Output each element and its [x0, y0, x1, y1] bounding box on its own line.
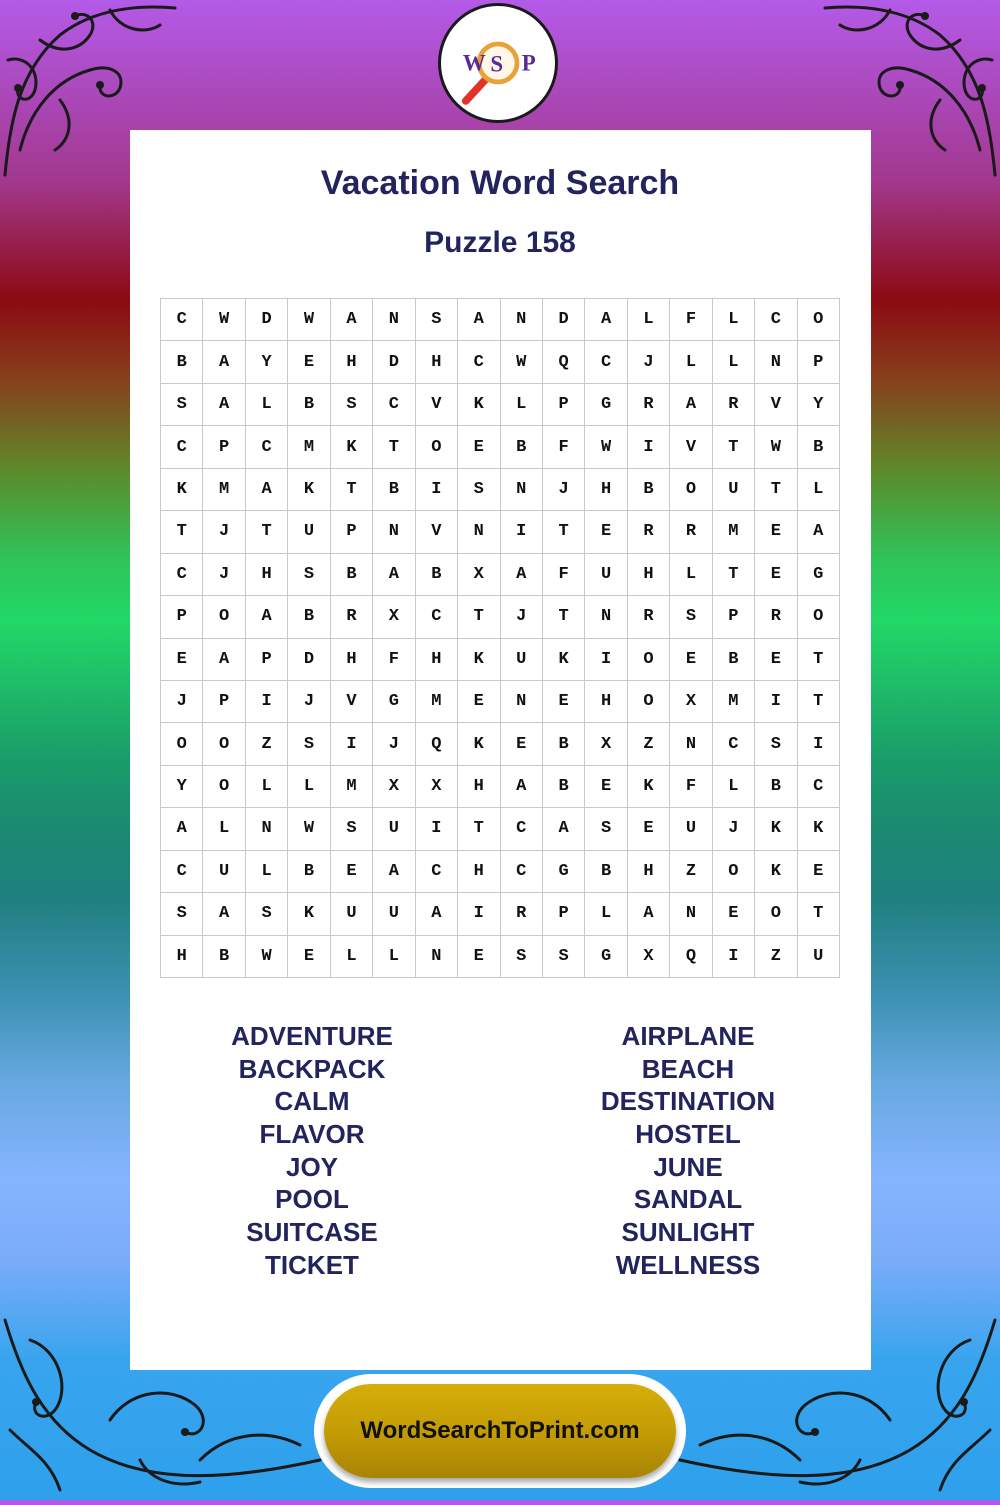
grid-cell[interactable]: A [543, 808, 585, 850]
grid-cell[interactable]: L [670, 341, 712, 383]
grid-cell[interactable]: B [501, 426, 543, 468]
word-list-item: FLAVOR [259, 1119, 365, 1150]
grid-cell[interactable]: U [798, 936, 840, 978]
grid-cell[interactable]: E [585, 766, 627, 808]
grid-cell[interactable]: B [628, 469, 670, 511]
grid-cell[interactable]: O [203, 596, 245, 638]
logo-letter-s: S [490, 51, 504, 77]
word-list-right [538, 1020, 838, 1282]
grid-cell[interactable]: B [161, 341, 203, 383]
grid-cell[interactable]: Z [670, 851, 712, 893]
grid-cell[interactable]: T [331, 469, 373, 511]
grid-cell[interactable]: I [585, 639, 627, 681]
grid-cell[interactable]: H [161, 936, 203, 978]
grid-cell[interactable]: E [755, 554, 797, 596]
grid-cell[interactable]: H [331, 341, 373, 383]
website-button[interactable] [324, 1384, 676, 1478]
grid-cell[interactable]: L [713, 299, 755, 341]
grid-cell[interactable]: Y [246, 341, 288, 383]
word-list-item: CALM [274, 1086, 350, 1117]
grid-cell[interactable]: Z [755, 936, 797, 978]
grid-cell[interactable]: P [543, 384, 585, 426]
grid-cell[interactable]: A [246, 469, 288, 511]
grid-cell[interactable]: E [331, 851, 373, 893]
grid-cell[interactable]: A [501, 554, 543, 596]
grid-cell[interactable]: S [670, 596, 712, 638]
grid-cell[interactable]: R [628, 511, 670, 553]
grid-cell[interactable]: V [670, 426, 712, 468]
grid-cell[interactable]: L [501, 384, 543, 426]
grid-cell[interactable]: L [628, 299, 670, 341]
grid-cell[interactable]: L [713, 341, 755, 383]
grid-cell[interactable]: B [331, 554, 373, 596]
word-list-item: JOY [285, 1151, 339, 1182]
grid-cell[interactable]: F [670, 299, 712, 341]
grid-cell[interactable]: O [628, 639, 670, 681]
word-list-item: BEACH [641, 1053, 735, 1084]
wsp-logo [438, 3, 558, 123]
grid-cell[interactable]: M [713, 511, 755, 553]
grid-cell[interactable]: C [501, 851, 543, 893]
grid-cell[interactable]: A [203, 384, 245, 426]
grid-cell[interactable]: T [798, 639, 840, 681]
grid-cell[interactable]: J [713, 808, 755, 850]
grid-cell[interactable]: E [161, 639, 203, 681]
grid-cell[interactable]: C [246, 426, 288, 468]
grid-cell[interactable]: L [798, 469, 840, 511]
word-list-item: JUNE [653, 1151, 723, 1182]
grid-cell[interactable]: O [798, 299, 840, 341]
grid-cell[interactable]: C [416, 596, 458, 638]
grid-cell[interactable]: C [161, 554, 203, 596]
grid-cell[interactable]: Q [670, 936, 712, 978]
grid-cell[interactable]: T [713, 554, 755, 596]
grid-cell[interactable]: C [373, 384, 415, 426]
grid-cell[interactable]: D [373, 341, 415, 383]
grid-cell[interactable]: J [203, 554, 245, 596]
grid-cell[interactable]: F [670, 766, 712, 808]
grid-cell[interactable]: N [670, 893, 712, 935]
grid-cell[interactable]: U [203, 851, 245, 893]
grid-cell[interactable]: M [713, 681, 755, 723]
grid-cell[interactable]: A [373, 851, 415, 893]
grid-cell[interactable]: L [331, 936, 373, 978]
grid-cell[interactable]: I [416, 808, 458, 850]
grid-cell[interactable]: S [288, 723, 330, 765]
grid-cell[interactable]: A [458, 299, 500, 341]
grid-cell[interactable]: G [373, 681, 415, 723]
grid-cell[interactable]: L [373, 936, 415, 978]
grid-cell[interactable]: N [416, 936, 458, 978]
grid-cell[interactable]: C [416, 851, 458, 893]
grid-cell[interactable]: I [416, 469, 458, 511]
grid-cell[interactable]: C [501, 808, 543, 850]
grid-cell[interactable]: K [288, 469, 330, 511]
grid-cell[interactable]: E [458, 681, 500, 723]
grid-cell[interactable]: V [331, 681, 373, 723]
grid-cell[interactable]: U [331, 893, 373, 935]
word-list-item: SUITCASE [246, 1217, 378, 1248]
grid-cell[interactable]: S [161, 893, 203, 935]
grid-cell[interactable]: R [501, 893, 543, 935]
grid-cell[interactable]: P [798, 341, 840, 383]
grid-cell[interactable]: O [203, 766, 245, 808]
word-list-item: BACKPACK [238, 1053, 386, 1084]
grid-cell[interactable]: H [458, 766, 500, 808]
grid-cell[interactable]: O [628, 681, 670, 723]
grid-cell[interactable]: N [458, 511, 500, 553]
grid-cell[interactable]: S [543, 936, 585, 978]
grid-cell[interactable]: F [373, 639, 415, 681]
grid-cell[interactable]: K [458, 723, 500, 765]
grid-cell[interactable]: W [288, 808, 330, 850]
grid-cell[interactable]: E [585, 511, 627, 553]
grid-cell[interactable]: L [713, 766, 755, 808]
grid-cell[interactable]: I [713, 936, 755, 978]
grid-cell[interactable]: S [288, 554, 330, 596]
grid-cell[interactable]: S [585, 808, 627, 850]
grid-cell[interactable]: W [501, 341, 543, 383]
grid-cell[interactable]: R [670, 511, 712, 553]
grid-cell[interactable]: P [203, 426, 245, 468]
grid-cell[interactable]: C [161, 299, 203, 341]
grid-cell[interactable]: E [755, 511, 797, 553]
grid-cell[interactable]: K [161, 469, 203, 511]
grid-cell[interactable]: A [585, 299, 627, 341]
grid-cell[interactable]: S [331, 384, 373, 426]
grid-cell[interactable]: G [585, 384, 627, 426]
grid-cell[interactable]: Z [246, 723, 288, 765]
grid-cell[interactable]: H [458, 851, 500, 893]
grid-cell[interactable]: E [458, 426, 500, 468]
grid-cell[interactable]: L [246, 766, 288, 808]
word-list-item: DESTINATION [600, 1086, 776, 1117]
grid-cell[interactable]: T [798, 893, 840, 935]
grid-cell[interactable]: G [798, 554, 840, 596]
grid-cell[interactable]: P [203, 681, 245, 723]
grid-cell[interactable]: F [543, 554, 585, 596]
grid-cell[interactable]: J [373, 723, 415, 765]
grid-cell[interactable]: X [670, 681, 712, 723]
grid-cell[interactable]: B [755, 766, 797, 808]
grid-cell[interactable]: T [161, 511, 203, 553]
grid-cell[interactable]: V [416, 384, 458, 426]
grid-cell[interactable]: D [246, 299, 288, 341]
grid-cell[interactable]: P [331, 511, 373, 553]
grid-cell[interactable]: G [543, 851, 585, 893]
grid-cell[interactable]: G [585, 936, 627, 978]
grid-cell[interactable]: N [585, 596, 627, 638]
grid-cell[interactable]: N [373, 511, 415, 553]
word-list-item: WELLNESS [615, 1249, 761, 1280]
grid-cell[interactable]: P [543, 893, 585, 935]
grid-cell[interactable]: A [203, 639, 245, 681]
grid-cell[interactable]: H [416, 341, 458, 383]
grid-cell[interactable]: A [416, 893, 458, 935]
grid-cell[interactable]: Q [416, 723, 458, 765]
grid-cell[interactable]: J [203, 511, 245, 553]
grid-cell[interactable]: T [798, 681, 840, 723]
grid-cell[interactable]: S [416, 299, 458, 341]
puzzle-number: Puzzle 158 [424, 226, 576, 259]
grid-cell[interactable]: U [501, 639, 543, 681]
grid-cell[interactable]: K [458, 384, 500, 426]
word-list-item: POOL [275, 1184, 349, 1215]
grid-cell[interactable]: B [288, 384, 330, 426]
grid-cell[interactable]: I [246, 681, 288, 723]
grid-cell[interactable]: A [373, 554, 415, 596]
grid-cell[interactable]: E [798, 851, 840, 893]
grid-cell[interactable]: L [246, 851, 288, 893]
grid-cell[interactable]: Y [798, 384, 840, 426]
grid-cell[interactable]: K [288, 893, 330, 935]
grid-cell[interactable]: P [246, 639, 288, 681]
grid-cell[interactable]: U [373, 893, 415, 935]
grid-cell[interactable]: O [161, 723, 203, 765]
grid-cell[interactable]: V [755, 384, 797, 426]
word-list-item: SANDAL [633, 1184, 743, 1215]
grid-cell[interactable]: T [246, 511, 288, 553]
grid-cell[interactable]: S [501, 936, 543, 978]
word-list-item: AIRPLANE [621, 1021, 755, 1051]
grid-cell[interactable]: R [628, 384, 670, 426]
grid-cell[interactable]: H [416, 639, 458, 681]
grid-cell[interactable]: N [246, 808, 288, 850]
grid-cell[interactable]: X [628, 936, 670, 978]
grid-cell[interactable]: E [755, 639, 797, 681]
grid-cell[interactable]: Q [543, 341, 585, 383]
grid-cell[interactable]: P [161, 596, 203, 638]
grid-cell[interactable]: T [755, 469, 797, 511]
grid-cell[interactable]: A [628, 893, 670, 935]
grid-cell[interactable]: C [798, 766, 840, 808]
grid-cell[interactable]: A [331, 299, 373, 341]
logo-letter-p: P [521, 50, 536, 76]
grid-cell[interactable]: O [203, 723, 245, 765]
grid-cell[interactable]: J [501, 596, 543, 638]
grid-cell[interactable]: L [585, 893, 627, 935]
word-list-item: TICKET [265, 1249, 359, 1280]
website-link[interactable]: WordSearchToPrint.com [360, 1417, 640, 1444]
grid-cell[interactable]: J [543, 469, 585, 511]
page-title: Vacation Word Search [320, 164, 680, 202]
grid-cell[interactable]: S [161, 384, 203, 426]
grid-cell[interactable]: M [416, 681, 458, 723]
grid-cell[interactable]: U [585, 554, 627, 596]
grid-cell[interactable]: J [628, 341, 670, 383]
grid-cell[interactable]: L [288, 766, 330, 808]
grid-cell[interactable]: S [458, 469, 500, 511]
word-list-item: ADVENTURE [231, 1021, 393, 1051]
grid-cell[interactable]: C [713, 723, 755, 765]
grid-cell[interactable]: K [331, 426, 373, 468]
grid-cell[interactable]: N [373, 299, 415, 341]
grid-cell[interactable]: R [628, 596, 670, 638]
grid-cell[interactable]: A [798, 511, 840, 553]
grid-cell[interactable]: N [501, 681, 543, 723]
grid-cell[interactable]: N [670, 723, 712, 765]
website-badge[interactable] [314, 1374, 686, 1488]
letter-grid[interactable] [160, 298, 840, 978]
grid-cell[interactable]: D [543, 299, 585, 341]
grid-cell[interactable]: I [628, 426, 670, 468]
grid-cell[interactable]: S [331, 808, 373, 850]
grid-cell[interactable]: Z [628, 723, 670, 765]
grid-cell[interactable]: C [755, 299, 797, 341]
grid-cell[interactable]: P [713, 596, 755, 638]
grid-cell[interactable]: I [501, 511, 543, 553]
grid-cell[interactable]: H [246, 554, 288, 596]
grid-cell[interactable]: K [543, 639, 585, 681]
grid-cell[interactable]: O [713, 851, 755, 893]
grid-cell[interactable]: H [628, 554, 670, 596]
grid-cell[interactable]: X [373, 766, 415, 808]
grid-cell[interactable]: C [161, 426, 203, 468]
grid-cell[interactable]: A [161, 808, 203, 850]
grid-cell[interactable]: X [458, 554, 500, 596]
grid-cell[interactable]: A [501, 766, 543, 808]
logo-letter-w: W [462, 50, 486, 76]
grid-cell[interactable]: K [798, 808, 840, 850]
grid-cell[interactable]: L [246, 384, 288, 426]
grid-cell[interactable]: T [543, 596, 585, 638]
grid-cell[interactable]: K [755, 851, 797, 893]
grid-cell[interactable]: W [585, 426, 627, 468]
grid-cell[interactable]: E [628, 808, 670, 850]
grid-cell[interactable]: W [755, 426, 797, 468]
grid-cell[interactable]: B [288, 596, 330, 638]
grid-cell[interactable]: U [373, 808, 415, 850]
grid-cell[interactable]: U [713, 469, 755, 511]
grid-cell[interactable]: O [755, 893, 797, 935]
grid-cell[interactable]: M [331, 766, 373, 808]
grid-cell[interactable]: J [161, 681, 203, 723]
grid-cell[interactable]: B [373, 469, 415, 511]
grid-cell[interactable]: C [161, 851, 203, 893]
grid-cell[interactable]: E [288, 341, 330, 383]
grid-cell[interactable]: T [713, 426, 755, 468]
grid-cell[interactable]: B [288, 851, 330, 893]
grid-cell[interactable]: N [501, 469, 543, 511]
grid-cell[interactable]: C [585, 341, 627, 383]
grid-cell[interactable]: H [585, 681, 627, 723]
grid-cell[interactable]: H [331, 639, 373, 681]
grid-cell[interactable]: U [288, 511, 330, 553]
grid-cell[interactable]: B [203, 936, 245, 978]
grid-cell[interactable]: S [246, 893, 288, 935]
word-list-item: HOSTEL [635, 1119, 741, 1150]
grid-cell[interactable]: T [458, 596, 500, 638]
grid-cell[interactable]: X [373, 596, 415, 638]
grid-cell[interactable]: M [203, 469, 245, 511]
word-list-left [162, 1020, 462, 1282]
grid-cell[interactable]: E [288, 936, 330, 978]
grid-cell[interactable]: T [373, 426, 415, 468]
grid-cell[interactable]: A [203, 893, 245, 935]
grid-cell[interactable]: B [543, 766, 585, 808]
grid-cell[interactable]: I [755, 681, 797, 723]
grid-cell[interactable]: K [755, 808, 797, 850]
grid-cell[interactable]: V [416, 511, 458, 553]
grid-cell[interactable]: U [670, 808, 712, 850]
grid-cell[interactable]: B [713, 639, 755, 681]
magnifier-logo-icon [441, 6, 555, 120]
grid-cell[interactable]: I [798, 723, 840, 765]
grid-cell[interactable]: Y [161, 766, 203, 808]
grid-cell[interactable]: X [416, 766, 458, 808]
grid-cell[interactable]: I [458, 893, 500, 935]
grid-cell[interactable]: W [288, 299, 330, 341]
grid-cell[interactable]: W [246, 936, 288, 978]
grid-cell[interactable]: L [203, 808, 245, 850]
grid-cell[interactable]: W [203, 299, 245, 341]
grid-cell[interactable]: E [501, 723, 543, 765]
grid-cell[interactable]: R [713, 384, 755, 426]
grid-cell[interactable]: O [798, 596, 840, 638]
grid-cell[interactable]: T [543, 511, 585, 553]
grid-cell[interactable]: C [458, 341, 500, 383]
grid-cell[interactable]: L [670, 554, 712, 596]
grid-cell[interactable]: E [670, 639, 712, 681]
grid-cell[interactable]: R [755, 596, 797, 638]
grid-cell[interactable]: A [246, 596, 288, 638]
grid-cell[interactable]: A [670, 384, 712, 426]
grid-cell[interactable]: K [628, 766, 670, 808]
grid-cell[interactable]: E [543, 681, 585, 723]
grid-cell[interactable]: F [543, 426, 585, 468]
grid-cell[interactable]: B [798, 426, 840, 468]
grid-cell[interactable]: S [755, 723, 797, 765]
grid-cell[interactable]: D [288, 639, 330, 681]
grid-cell[interactable]: J [288, 681, 330, 723]
grid-cell[interactable]: I [331, 723, 373, 765]
word-list-item: SUNLIGHT [621, 1217, 755, 1248]
grid-cell[interactable]: M [288, 426, 330, 468]
grid-cell[interactable]: X [585, 723, 627, 765]
grid-cell[interactable]: R [331, 596, 373, 638]
grid-cell[interactable]: H [628, 851, 670, 893]
grid-cell[interactable]: H [585, 469, 627, 511]
grid-cell[interactable]: E [713, 893, 755, 935]
grid-cell[interactable]: A [203, 341, 245, 383]
grid-cell[interactable]: E [458, 936, 500, 978]
grid-cell[interactable]: B [585, 851, 627, 893]
grid-cell[interactable]: O [416, 426, 458, 468]
grid-cell[interactable]: K [458, 639, 500, 681]
grid-cell[interactable]: T [458, 808, 500, 850]
grid-cell[interactable]: N [755, 341, 797, 383]
grid-cell[interactable]: O [670, 469, 712, 511]
grid-cell[interactable]: B [543, 723, 585, 765]
grid-cell[interactable]: B [416, 554, 458, 596]
grid-cell[interactable]: N [501, 299, 543, 341]
